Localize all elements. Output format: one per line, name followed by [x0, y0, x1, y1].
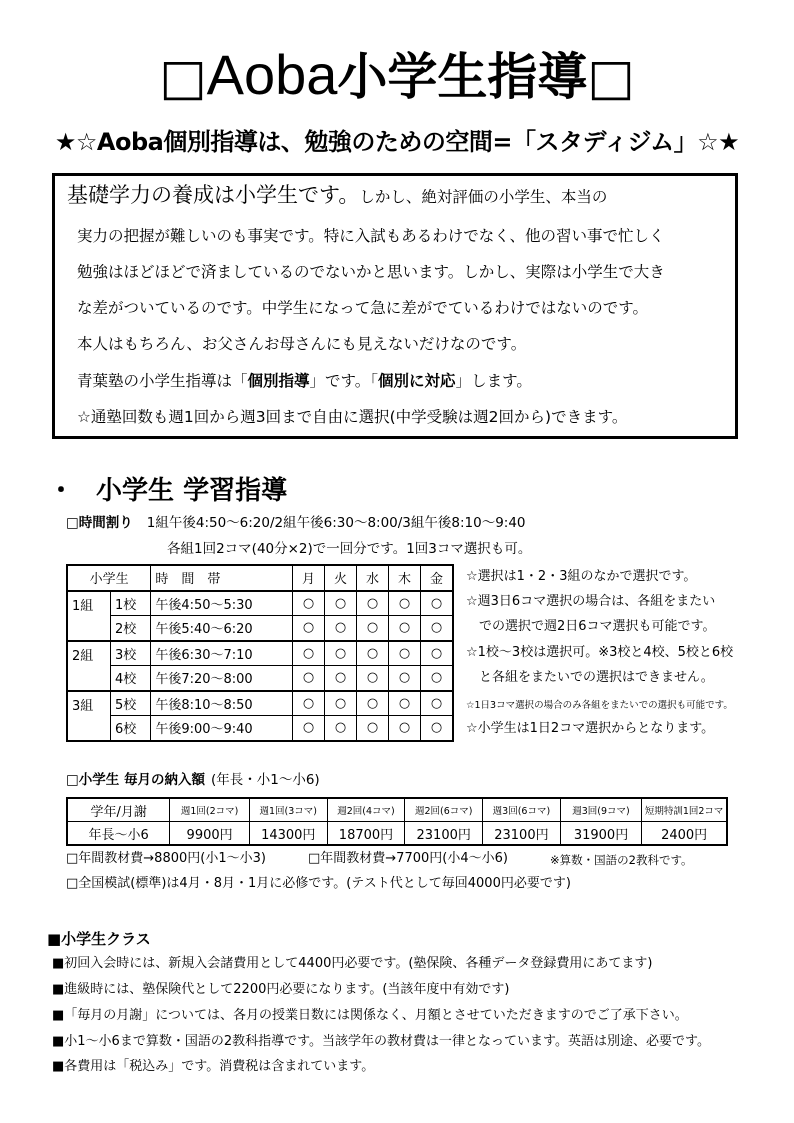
- section-title: [48, 475, 287, 507]
- timetable-note: での選択で週2日6コマ選択も可能です。: [466, 619, 716, 634]
- intro-box: [52, 173, 738, 439]
- timetable-note: ☆1日3コマ選択の場合のみ各組をまたいでの選択も可能です。: [466, 700, 733, 711]
- slot-cell: 1校: [111, 591, 151, 616]
- table-row: [67, 691, 453, 716]
- class-item: ■各費用は「税込み」です。消費税は含まれています。: [52, 1059, 375, 1074]
- intro-emphasis: 個別に対応: [378, 372, 456, 390]
- mark-cell: ○: [325, 691, 357, 716]
- title-box-right: □: [587, 48, 635, 106]
- mark-cell: ○: [357, 716, 389, 741]
- time-cell: 午後9:00～9:40: [151, 716, 293, 741]
- title-main: 小学生指導: [337, 48, 588, 106]
- class-item: ■進級時には、塾保険代として2200円必要になります。(当該年度中有効です): [52, 982, 510, 997]
- fee-header-cell: 週3回(9コマ): [560, 798, 641, 822]
- intro-lead: 基礎学力の養成は小学生です。: [67, 183, 360, 207]
- section-title-text: 小学生 学習指導: [96, 476, 288, 506]
- mark-cell: ○: [325, 641, 357, 666]
- class-section-title: ■小学生クラス: [47, 930, 151, 948]
- mark-cell: ○: [389, 591, 421, 616]
- fee-header-row: [67, 798, 727, 822]
- group-cell: 3組: [67, 691, 111, 741]
- table-header-row: [67, 565, 453, 591]
- intro-line-1: [67, 184, 607, 208]
- timetable-label: □時間割り: [66, 515, 133, 531]
- mock-exam-note: □全国模試(標準)は4月・8月・1月に必修です。(テスト代として毎回4000円必要です): [66, 876, 571, 891]
- mark-cell: ○: [293, 616, 325, 641]
- material-fee-note: ※算数・国語の2教科です。: [550, 853, 693, 867]
- intro-line-6: [77, 370, 532, 392]
- fee-cell: 9900円: [170, 822, 250, 846]
- mark-cell: ○: [325, 616, 357, 641]
- slot-cell: 4校: [111, 666, 151, 691]
- mark-cell: ○: [389, 616, 421, 641]
- mark-cell: ○: [325, 716, 357, 741]
- fee-cell: 年長～小6: [67, 822, 170, 846]
- mark-cell: ○: [325, 666, 357, 691]
- fee-header-cell: 学年/月謝: [67, 798, 170, 822]
- mark-cell: ○: [421, 616, 454, 641]
- table-row: [67, 716, 453, 741]
- mark-cell: ○: [357, 616, 389, 641]
- fee-table: [66, 797, 728, 846]
- fee-header-cell: 短期特訓1回2コマ: [642, 798, 727, 822]
- fee-row: [67, 822, 727, 846]
- slot-cell: 3校: [111, 641, 151, 666]
- fee-cell: 2400円: [642, 822, 727, 846]
- time-cell: 午後5:40～6:20: [151, 616, 293, 641]
- fee-header-cell: 週2回(6コマ): [405, 798, 483, 822]
- group-cell: 1組: [67, 591, 111, 641]
- title-brand: Aoba: [206, 43, 338, 106]
- timetable-note: と各組をまたいでの選択はできません。: [466, 670, 714, 685]
- fee-cell: 23100円: [483, 822, 561, 846]
- page-subtitle: ★☆Aoba個別指導は、勉強のための空間=「スタディジム」☆★: [54, 128, 740, 156]
- mark-cell: ○: [293, 641, 325, 666]
- page-title: [0, 40, 794, 112]
- intro-text: 」します。: [455, 372, 532, 390]
- class-item: ■初回入会時には、新規入会諸費用として4400円必要です。(塾保険、各種データ登録費用にあてます): [52, 956, 653, 971]
- mark-cell: ○: [421, 716, 454, 741]
- mark-cell: ○: [389, 666, 421, 691]
- fee-cell: 23100円: [405, 822, 483, 846]
- fees-label-note: (年長・小1～小6): [210, 772, 320, 788]
- mark-cell: ○: [293, 591, 325, 616]
- fee-header-cell: 週1回(3コマ): [249, 798, 327, 822]
- fee-header-cell: 週1回(2コマ): [170, 798, 250, 822]
- fees-heading: [66, 770, 320, 790]
- intro-line-4: な差がついているのです。中学生になって急に差がでているわけではないのです。: [77, 299, 649, 317]
- col-header-wed: 水: [357, 565, 389, 591]
- col-header-time: 時 間 帯: [151, 565, 293, 591]
- material-fee-lower: □年間教材費→8800円(小1～小3): [66, 851, 266, 866]
- timetable-hours: 1組午後4:50～6:20/2組午後6:30～8:00/3組午後8:10～9:40: [146, 515, 526, 531]
- time-cell: 午後6:30～7:10: [151, 641, 293, 666]
- timetable-heading: [66, 513, 526, 533]
- mark-cell: ○: [357, 641, 389, 666]
- timetable-note: ☆1校～3校は選択可。※3校と4校、5校と6校: [466, 645, 734, 660]
- fees-label: □小学生 毎月の納入額: [66, 772, 205, 788]
- schedule-table: [66, 564, 454, 742]
- mark-cell: ○: [293, 691, 325, 716]
- time-cell: 午後8:10～8:50: [151, 691, 293, 716]
- timetable-note: ☆選択は1・2・3組のなかで選択です。: [466, 569, 697, 584]
- mark-cell: ○: [421, 591, 454, 616]
- class-item: ■小1～小6まで算数・国語の2教科指導です。当該学年の教材費は一律となっています。英語は別途、必要です。: [52, 1034, 710, 1049]
- mark-cell: ○: [389, 641, 421, 666]
- col-header-fri: 金: [421, 565, 454, 591]
- fee-header-cell: 週3回(6コマ): [483, 798, 561, 822]
- title-box-left: □: [159, 48, 207, 106]
- slot-cell: 2校: [111, 616, 151, 641]
- class-item: ■「毎月の月謝」については、各月の授業日数には関係なく、月額とさせていただきますのでご了承下さい。: [52, 1008, 688, 1023]
- fee-header-cell: 週2回(4コマ): [327, 798, 405, 822]
- mark-cell: ○: [389, 716, 421, 741]
- timetable-note: ☆週3日6コマ選択の場合は、各組をまたい: [466, 594, 716, 609]
- intro-line-7: ☆通塾回数も週1回から週3回まで自由に選択(中学受験は週2回から)できます。: [77, 408, 628, 426]
- fee-cell: 14300円: [249, 822, 327, 846]
- table-row: [67, 666, 453, 691]
- table-row: [67, 641, 453, 666]
- col-header-mon: 月: [293, 565, 325, 591]
- intro-text: 」です。「: [309, 372, 379, 390]
- mark-cell: ○: [293, 716, 325, 741]
- mark-cell: ○: [357, 591, 389, 616]
- time-cell: 午後7:20～8:00: [151, 666, 293, 691]
- time-cell: 午後4:50～5:30: [151, 591, 293, 616]
- mark-cell: ○: [325, 591, 357, 616]
- table-row: [67, 591, 453, 616]
- intro-line-1-rest: しかし、絶対評価の小学生、本当の: [359, 188, 608, 206]
- intro-line-5: 本人はもちろん、お父さんお母さんにも見えないだけなのです。: [77, 335, 527, 353]
- col-header-tue: 火: [325, 565, 357, 591]
- intro-line-3: 勉強はほどほどで済ましているのでないかと思います。しかし、実際は小学生で大き: [77, 263, 665, 281]
- mark-cell: ○: [293, 666, 325, 691]
- mark-cell: ○: [357, 666, 389, 691]
- col-header-grade: 小学生: [67, 565, 151, 591]
- mark-cell: ○: [421, 691, 454, 716]
- section-bullet: ・: [48, 476, 75, 506]
- fee-cell: 31900円: [560, 822, 641, 846]
- mark-cell: ○: [389, 691, 421, 716]
- intro-line-2: 実力の把握が難しいのも事実です。特に入試もあるわけでなく、他の習い事で忙しく: [77, 227, 665, 245]
- slot-cell: 5校: [111, 691, 151, 716]
- material-fee-upper: □年間教材費→7700円(小4～小6): [308, 851, 508, 866]
- mark-cell: ○: [357, 691, 389, 716]
- mark-cell: ○: [421, 641, 454, 666]
- mark-cell: ○: [421, 666, 454, 691]
- fee-cell: 18700円: [327, 822, 405, 846]
- intro-emphasis: 個別指導: [247, 372, 310, 390]
- timetable-subline: 各組1回2コマ(40分×2)で一回分です。1回3コマ選択も可。: [167, 541, 532, 557]
- slot-cell: 6校: [111, 716, 151, 741]
- col-header-thu: 木: [389, 565, 421, 591]
- group-cell: 2組: [67, 641, 111, 691]
- timetable-note: ☆小学生は1日2コマ選択からとなります。: [466, 721, 715, 736]
- table-row: [67, 616, 453, 641]
- intro-text: 青葉塾の小学生指導は「: [77, 372, 248, 390]
